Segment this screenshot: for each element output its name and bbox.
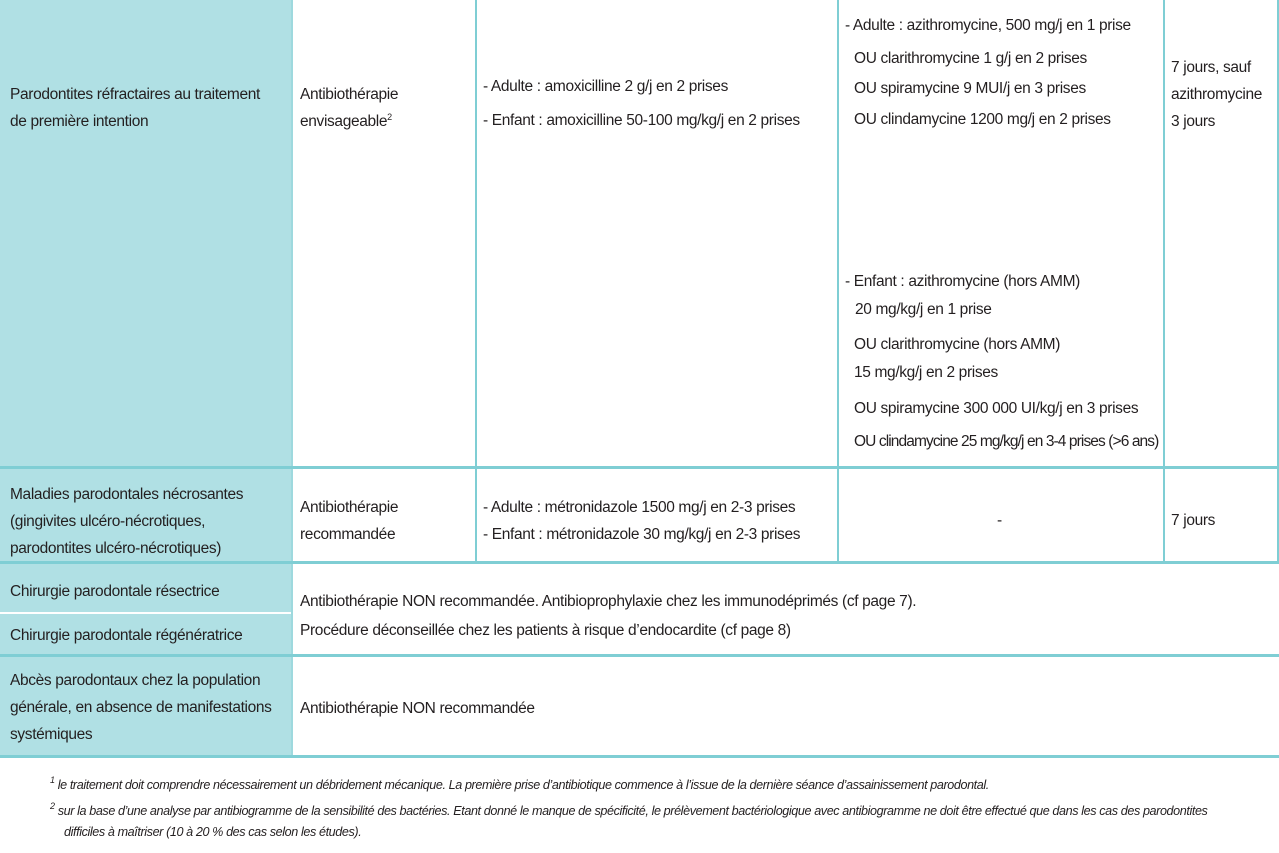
row2-first-line-adult: - Adulte : métronidazole 1500 mg/j en 2-3 prises (483, 499, 796, 516)
row3-condition-resective: Chirurgie parodontale résectrice (10, 583, 220, 600)
footnote-1-mark: 1 (50, 775, 55, 785)
col-divider-2 (837, 0, 839, 564)
footnote-1 (50, 775, 989, 795)
alt-adult-line2: OU clarithromycine 1 g/j en 2 prises (854, 50, 1087, 67)
row2-condition-line3: parodontites ulcéro-nécrotiques) (10, 540, 222, 557)
row2-alternatives-dash: - (997, 512, 1002, 529)
duration-line3: 3 jours (1171, 113, 1216, 130)
row1-condition-cell (0, 0, 291, 466)
row1-recommendation-line2: envisageable$^2$ (300, 112, 392, 130)
row2-duration-value: 7 jours (1171, 512, 1216, 529)
footnote-2-text-line1: sur la base d’une analyse par antibiogramme de la sensibilité des bactéries. Etant donné le manque de spécificité, le prélèvement bactériologique avec antibiogramme ne doit être effectué que dans les cas des parodontites (57, 804, 1208, 818)
row1-recommendation-line1: Antibiothérapie (300, 86, 399, 103)
alt-child-line5: OU spiramycine 300 000 UI/kg/j en 3 prises (854, 400, 1139, 417)
col-divider-1 (475, 0, 477, 564)
row1-first-line-adult: - Adulte : amoxicilline 2 g/j en 2 prises (483, 78, 728, 95)
alt-adult-line3: OU spiramycine 9 MUI/j en 3 prises (854, 80, 1086, 97)
alt-adult-line4: OU clindamycine 1200 mg/j en 2 prises (854, 111, 1111, 128)
footnote-2-mark: 2 (50, 801, 55, 811)
row2-recommendation-line1: Antibiothérapie (300, 499, 399, 516)
row2-first-line-child: - Enfant : métronidazole 30 mg/kg/j en 2-3 prises (483, 526, 801, 543)
alt-child-line3: OU clarithromycine (hors AMM) (854, 336, 1061, 353)
row1-condition-line1: Parodontites réfractaires au traitement (10, 86, 260, 103)
row2-condition-line2: (gingivites ulcéro-nécrotiques, (10, 513, 206, 530)
row4-condition-line3: systémiques (10, 726, 93, 743)
footnote-2-text-line2: difficiles à maîtriser (10 à 20 % des cas selon les études). (64, 825, 362, 839)
row3-text-line2: Procédure déconseillée chez les patients à risque d’endocardite (cf page 8) (300, 622, 791, 639)
alt-adult-line1: - Adulte : azithromycine, 500 mg/j en 1 prise (845, 17, 1131, 34)
footnote-2-continued (64, 822, 361, 842)
alt-child-line4: 15 mg/kg/j en 2 prises (854, 364, 998, 381)
row-divider-3a (0, 612, 291, 614)
alt-child-line6: OU clindamycine 25 mg/kg/j en 3-4 prises (>6 ans) (854, 433, 1159, 450)
alt-child-line2: 20 mg/kg/j en 1 prise (855, 301, 992, 318)
alt-child-line1: - Enfant : azithromycine (hors AMM) (845, 273, 1080, 290)
footnote-1-text: le traitement doit comprendre nécessairement un débridement mécanique. La première prise d’antibiotique commence à l’issue de la dernière séance d’assainissement parodontal. (57, 778, 989, 792)
table-bottom-rule (0, 755, 1279, 758)
row3-text-line1: Antibiothérapie NON recommandée. Antibioprophylaxie chez les immunodéprimés (cf page 7). (300, 593, 917, 610)
duration-line1: 7 jours, sauf (1171, 59, 1251, 76)
row-divider-3 (0, 654, 1279, 657)
col-divider-3 (1163, 0, 1165, 564)
footnote-ref-2: 2 (387, 112, 392, 122)
duration-line2: azithromycine (1171, 86, 1263, 103)
row2-condition-line1: Maladies parodontales nécrosantes (10, 486, 244, 503)
row4-condition-line2: générale, en absence de manifestations (10, 699, 272, 716)
col-divider-0 (291, 0, 293, 755)
row4-text-line1: Antibiothérapie NON recommandée (300, 700, 535, 717)
row4-condition-line1: Abcès parodontaux chez la population (10, 672, 261, 689)
row1-first-line-child: - Enfant : amoxicilline 50-100 mg/kg/j en 2 prises (483, 112, 800, 129)
row1-condition-line2: de première intention (10, 113, 149, 130)
row-divider-1 (0, 466, 1279, 469)
row3-condition-regenerative: Chirurgie parodontale régénératrice (10, 627, 243, 644)
row2-recommendation-line2: recommandée (300, 526, 396, 543)
footnote-2 (50, 801, 1207, 821)
